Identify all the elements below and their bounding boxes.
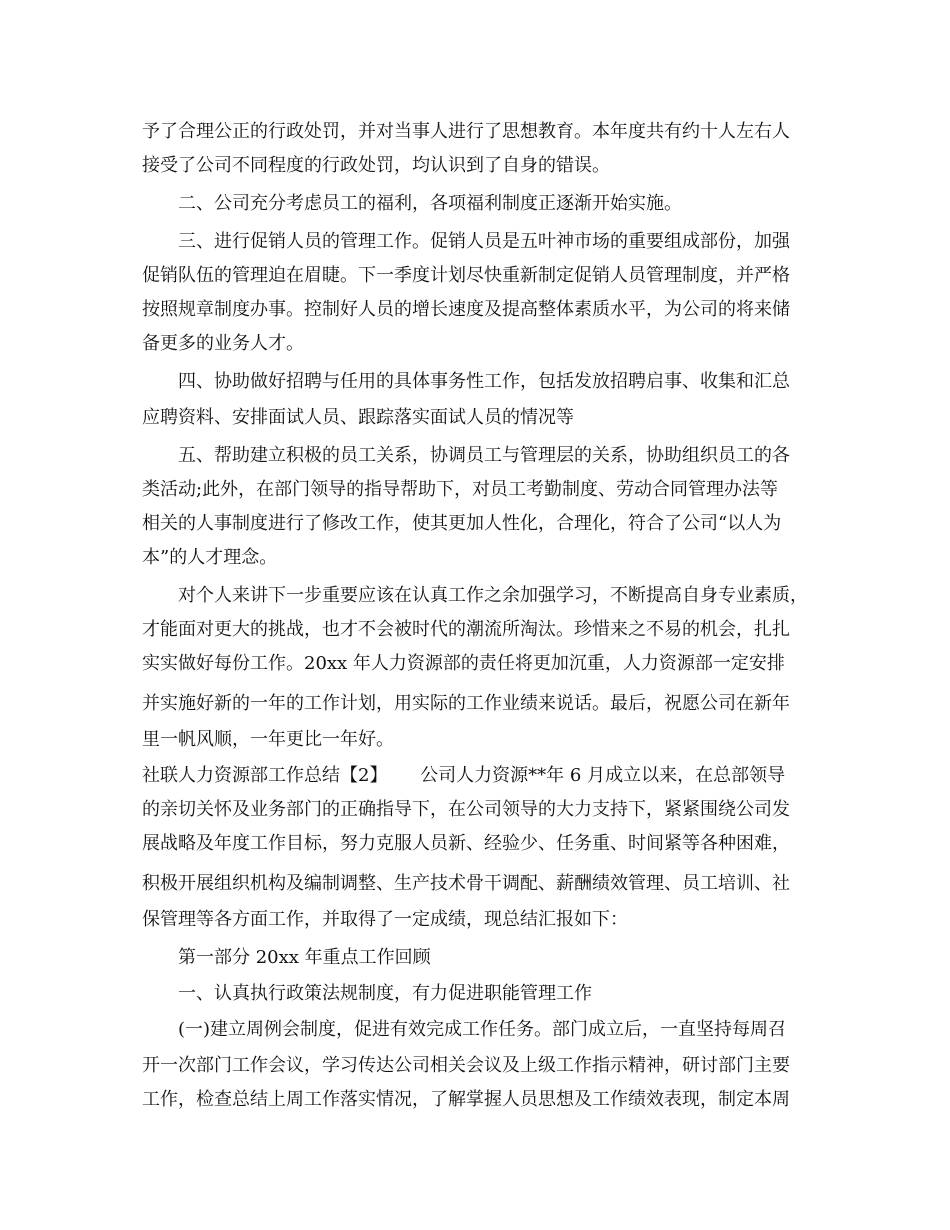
text-line: 对个人来讲下一步重要应该在认真工作之余加强学习，不断提高自身专业素质， <box>178 585 808 606</box>
section-heading-line: 第一部分 20xx 年重点工作回顾 <box>178 947 431 968</box>
text-line: 予了合理公正的行政处罚，并对当事人进行了思想教育。本年度共有约十人左右人 <box>142 121 790 142</box>
text-line: 的亲切关怀及业务部门的正确指导下，在公司领导的大力支持下，紧紧围绕公司发 <box>142 799 790 820</box>
text-line: 积极开展组织机构及编制调整、生产技术骨干调配、薪酬绩效管理、员工培训、社 <box>142 873 790 894</box>
text-line: (一)建立周例会制度，促进有效完成工作任务。部门成立后，一直坚持每周召 <box>178 1019 787 1040</box>
text-line: 五、帮助建立积极的员工关系，协调员工与管理层的关系，协助组织员工的各 <box>178 445 790 466</box>
section-heading-line: 社联人力资源部工作总结【2】 公司人力资源**年 6 月成立以来，在总部领导 <box>142 765 786 786</box>
text-line: 相关的人事制度进行了修改工作，使其更加人性化，合理化，符合了公司“以人为 <box>142 513 782 534</box>
text-line: 促销队伍的管理迫在眉睫。下一季度计划尽快重新制定促销人员管理制度，并严格 <box>142 265 790 286</box>
text-line: 按照规章制度办事。控制好人员的增长速度及提高整体素质水平，为公司的将来储 <box>142 299 790 320</box>
text-line: 才能面对更大的挑战，也才不会被时代的潮流所淘汰。珍惜来之不易的机会，扎扎 <box>142 619 790 640</box>
text-line: 三、进行促销人员的管理工作。促销人员是五叶神市场的重要组成部份，加强 <box>178 231 790 252</box>
text-line: 展战略及年度工作目标，努力克服人员新、经验少、任务重、时间紧等各种困难， <box>142 833 790 854</box>
text-line: 工作，检查总结上周工作落实情况，了解掌握人员思想及工作绩效表现，制定本周 <box>142 1089 790 1110</box>
text-line: 备更多的业务人才。 <box>142 333 304 354</box>
subsection-heading-line: 一、认真执行政策法规制度，有力促进职能管理工作 <box>178 983 592 1004</box>
text-line: 二、公司充分考虑员工的福利，各项福利制度正逐渐开始实施。 <box>178 193 682 214</box>
text-line: 开一次部门工作会议，学习传达公司相关会议及上级工作指示精神，研讨部门主要 <box>142 1055 790 1076</box>
text-line: 保管理等各方面工作，并取得了一定成绩，现总结汇报如下： <box>142 909 628 930</box>
text-line: 接受了公司不同程度的行政处罚，均认识到了自身的错误。 <box>142 155 610 176</box>
text-line: 实实做好每份工作。20xx 年人力资源部的责任将更加沉重，人力资源部一定安排 <box>142 653 785 674</box>
text-line: 并实施好新的一年的工作计划，用实际的工作业绩来说话。最后，祝愿公司在新年 <box>142 693 790 714</box>
text-line: 应聘资料、安排面试人员、跟踪落实面试人员的情况等 <box>142 407 574 428</box>
text-line: 四、协助做好招聘与任用的具体事务性工作，包括发放招聘启事、收集和汇总 <box>178 371 790 392</box>
text-line: 里一帆风顺，一年更比一年好。 <box>142 729 394 750</box>
text-line: 本”的人才理念。 <box>142 547 278 568</box>
text-line: 类活动;此外，在部门领导的指导帮助下，对员工考勤制度、劳动合同管理办法等 <box>142 479 779 500</box>
